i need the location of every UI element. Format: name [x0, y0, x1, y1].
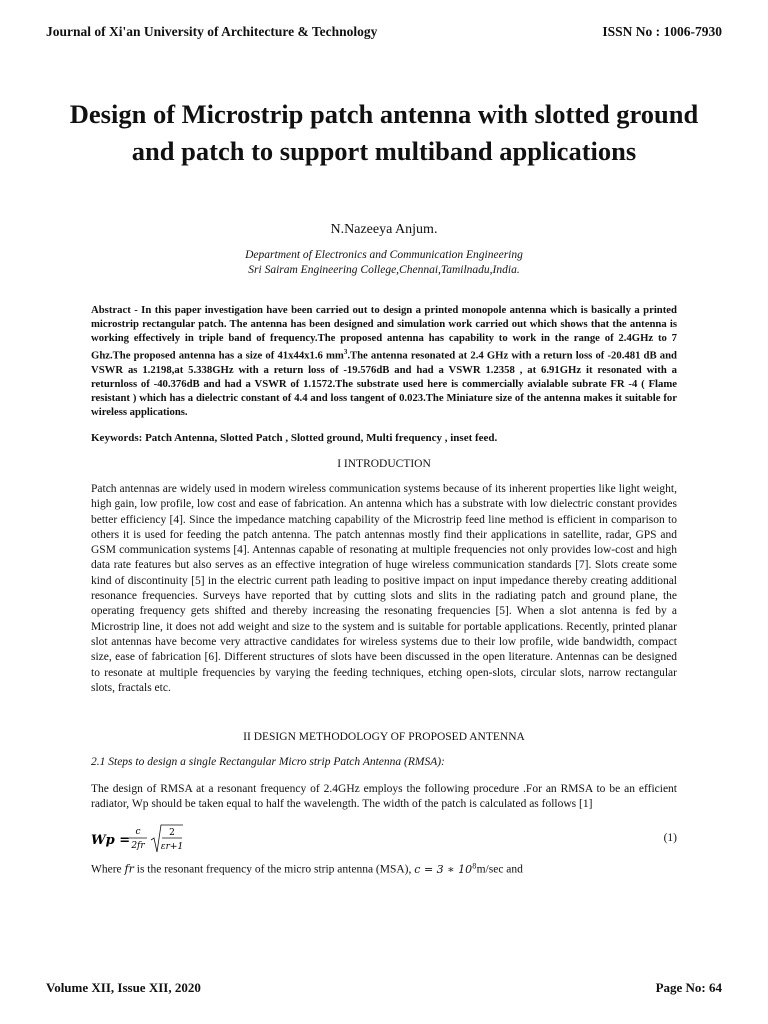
design-paragraph: The design of RMSA at a resonant frequency of 2.4GHz employs the following procedure .For an RMSA to be an efficient radiator, Wp should be taken equal to half the wavelength. The width of the patch is calculated as follows [1]: [91, 783, 677, 811]
equation-frac-numerator: c: [135, 827, 141, 837]
paper-title: Design of Microstrip patch antenna with slotted ground and patch to support multiband applications: [69, 99, 699, 166]
where-c-expression: [414, 863, 476, 876]
where-text-1: Where: [91, 863, 122, 876]
keywords: Keywords: Patch Antenna, Slotted Patch , Slotted ground, Multi frequency , inset feed.: [91, 432, 498, 444]
equation-sqrt-denominator: εr+1: [160, 842, 184, 852]
where-line: [91, 862, 523, 876]
footer-page-number: Page No: 64: [655, 980, 722, 995]
abstract-text-part2: .The antenna resonated at 2.4 GHz with a return loss of -20.481 dB and VSWR as 1.2198,at 5.338GHz with a return loss of -19.576dB and had a VSWR 1.2358 , at 6.91GHz it resonated with a returnloss of -40.376dB and had a VSWR of 1.1572.The substrate used here is commercially avialable subrate FR -4 ( Flame resistant ) which has a dielectric constant of 4.4 and loss tangent of 0.023.The Miniature size of the antenna makes it suitable for wireless applications.: [91, 349, 677, 418]
where-c-exponent: 8: [472, 862, 477, 870]
section-heading-design: II DESIGN METHODOLOGY OF PROPOSED ANTENNA: [243, 731, 525, 743]
equation-lhs: Wp =: [91, 833, 131, 848]
footer-volume: Volume XII, Issue XII, 2020: [46, 980, 201, 995]
where-text-3: m/sec and: [476, 863, 523, 876]
affiliation-department: Department of Electronics and Communication Engineering: [245, 249, 523, 261]
author-name: N.Nazeeya Anjum.: [330, 222, 438, 237]
equation-number: (1): [663, 832, 677, 844]
subsection-heading: 2.1 Steps to design a single Rectangular Micro strip Patch Antenna (RMSA):: [91, 756, 445, 768]
abstract-superscript: 3: [343, 348, 348, 356]
introduction-paragraph: Patch antennas are widely used in modern wireless communication systems because of its inherent properties like light weight, high gain, low profile, low cost and ease of fabrication. An antenna which has a substrate with low dielectric constant provides better efficiency [4]. Since the impedance matching capability of the Microstrip feed line method is efficient in comparison to others it is used for feeding the patch antenna. The patch antennas mostly find their applications in satellite, radar, GPS and GSM communication systems [4]. Antennas capable of resonating at multiple frequencies not only provides low-cost and high data rate features but also serves as an effective integration of huge wireless communication standards [7]. Slots create some kind of discontinuity [5] in the electric current path leading to positive impact on input impedance thereby creating additional resonance frequencies. Surveys have reported that by cutting slots and slits in the radiating patch and ground plane, the operating frequency gets shifted and thereby increasing the resonating frequencies [5]. When a slot antenna is fed by a Microstrip line, it does not add weight and size to the system and is suitable for portable applications. Recently, printed planar slot antennas have become very attractive candidates for wireless systems due to their low profile, wide bandwidth, compact size, ease of fabrication [6]. Different structures of slots have been discussed in the open literature. Antennas can be designed to resonate at multiple frequencies by varying the feeding techniques, etching open-slots, circular slots, narrow rectangular slots, fractals etc.: [91, 483, 677, 694]
equation-frac-denominator: 2fr: [131, 841, 145, 851]
equation-sqrt-numerator: 2: [169, 828, 175, 838]
abstract-text-part1: Abstract - In this paper investigation have been carried out to design a printed monopole antenna which is basically a printed microstrip rectangular patch. The antenna has been designed and simulation work carried out which shows that the antenna is working effectively in triple band of frequency.The proposed antenna has capability to work in the range of 2.4GHz to 7 Ghz.The proposed antenna has a size of 41x44x1.6 mm: [91, 304, 677, 362]
where-c-value: c = 3 ∗ 10: [414, 862, 473, 876]
abstract: [91, 303, 677, 419]
equation-1: [91, 822, 231, 856]
affiliation: [0, 248, 768, 278]
section-heading-introduction: I INTRODUCTION: [337, 458, 431, 470]
where-fr-symbol: fr: [124, 862, 134, 876]
journal-name: Journal of Xi'an University of Architecture & Technology: [46, 24, 378, 39]
affiliation-college: Sri Sairam Engineering College,Chennai,Tamilnadu,India.: [248, 264, 520, 276]
where-text-2: is the resonant frequency of the micro strip antenna (MSA),: [133, 863, 415, 876]
issn-number: ISSN No : 1006-7930: [602, 24, 722, 39]
